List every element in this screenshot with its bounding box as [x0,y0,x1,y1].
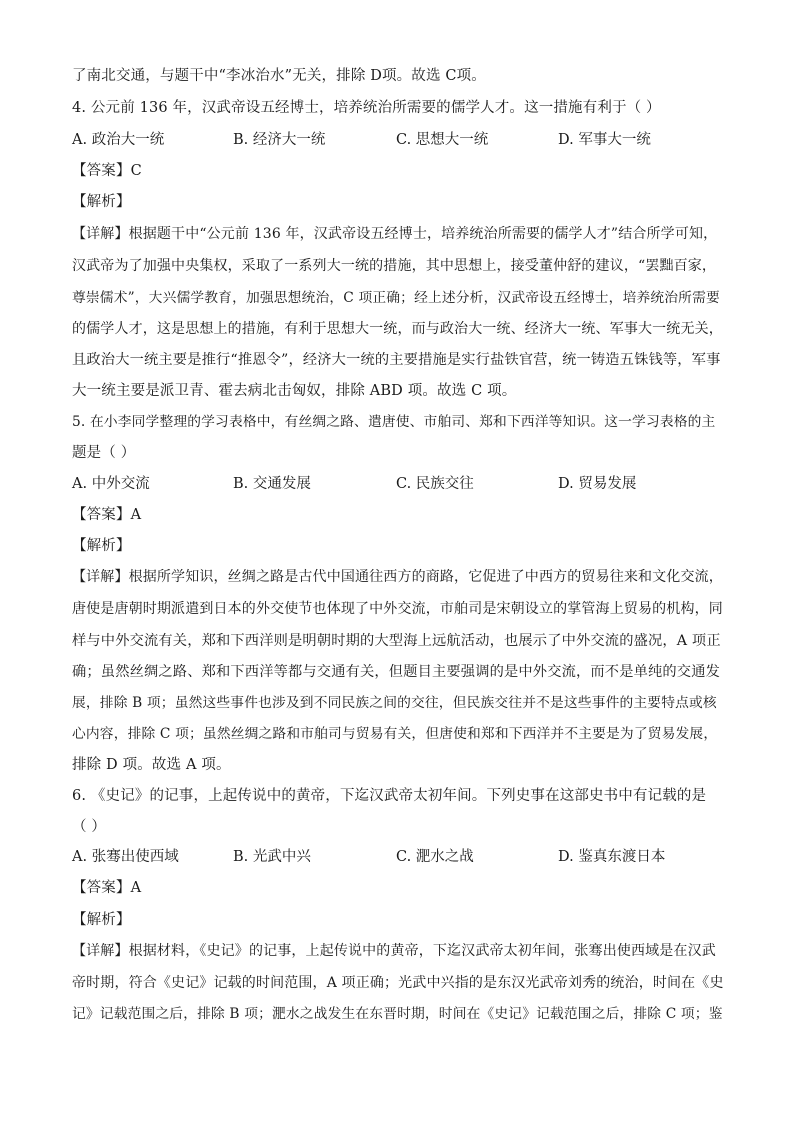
question-6-option-c: C. 淝水之战 [396,849,474,865]
question-6-stem: 6. 《史记》的记事，上起传说中的黄帝，下迄汉武帝太初年间。下列史事在这部史书中有记载的是 [72,788,707,804]
question-6-option-d: D. 鉴真东渡日本 [558,849,666,865]
question-5-detail-line: 【详解】根据所学知识，丝绸之路是古代中国通往西方的商路，它促进了中西方的贸易往来和文化交流， [72,569,723,585]
question-4-option-d: D. 军事大一统 [558,132,651,148]
question-4-detail-line: 的儒学人才，这是思想上的措施，有利于思想大一统，而与政治大一统、经济大一统、军事大一统无关， [72,321,723,337]
question-4-answer: 【答案】C [72,163,142,179]
question-5-option-d: D. 贸易发展 [558,476,637,492]
question-4-stem: 4. 公元前 136 年，汉武帝设五经博士，培养统治所需要的儒学人才。这一措施有利于（ ） [72,100,661,116]
question-4-detail-line: 且政治大一统主要是推行“推恩令”，经济大一统的主要措施是实行盐铁官营，统一铸造五铢钱等，军事 [72,352,721,368]
question-6-stem-cont: （ ） [72,819,107,835]
question-5-detail-line: 展，排除 B 项；虽然这些事件也涉及到不同民族之间的交往，但民族交往并不是这些事件的主要特点或核 [72,695,717,711]
question-6-option-b: B. 光武中兴 [233,849,311,865]
question-4-option-c: C. 思想大一统 [396,132,489,148]
question-5-detail-line: 样与中外交流有关，郑和下西洋则是明朝时期的大型海上远航活动，也展示了中外交流的盛况，A 项正 [72,633,721,649]
question-5-stem: 5. 在小李同学整理的学习表格中，有丝绸之路、遣唐使、市舶司、郑和下西洋等知识。这一学习表格的主 [72,414,716,430]
question-4-detail-line: 【详解】根据题干中“公元前 136 年，汉武帝设五经博士，培养统治所需要的儒学人才”结合所学可知， [72,226,718,242]
question-4-detail-line: 尊崇儒术”，大兴儒学教育，加强思想统治，C 项正确；经上述分析，汉武帝设五经博士，培养统治所需要 [72,290,720,306]
prev-answer-tail: 了南北交通，与题干中“李冰治水”无关，排除 D项。故选 C项。 [72,68,486,84]
question-4-option-b: B. 经济大一统 [233,132,326,148]
question-6-answer: 【答案】A [72,880,142,896]
question-5-detail-line: 排除 D 项。故选 A 项。 [72,757,231,773]
question-5-answer: 【答案】A [72,507,142,523]
question-6-detail-line: 记》记载范围之后，排除 B 项；淝水之战发生在东晋时期，时间在《史记》记载范围之后，排除 C 项；鉴 [72,1006,723,1022]
question-6-detail-line: 帝时期，符合《史记》记载的时间范围，A 项正确；光武中兴指的是东汉光武帝刘秀的统治，时间在《史 [72,975,724,991]
question-5-option-b: B. 交通发展 [233,476,311,492]
question-5-option-c: C. 民族交往 [396,476,474,492]
question-6-detail-line: 【详解】根据材料，《史记》的记事，上起传说中的黄帝，下迄汉武帝太初年间，张骞出使西域是在汉武 [72,943,716,959]
question-5-stem-cont: 题是（ ） [72,445,136,461]
question-6-analysis-heading: 【解析】 [72,912,131,928]
question-5-detail-line: 唐使是唐朝时期派遣到日本的外交使节也体现了中外交流，市舶司是宋朝设立的掌管海上贸易的机构，同 [72,601,723,617]
question-5-analysis-heading: 【解析】 [72,538,131,554]
question-4-detail-line: 大一统主要是派卫青、霍去病北击匈奴，排除 ABD 项。故选 C 项。 [72,383,517,399]
question-5-detail-line: 心内容，排除 C 项；虽然丝绸之路和市舶司与贸易有关，但唐使和郑和下西洋并不主要是为了贸易发展， [72,726,718,742]
question-4-analysis-heading: 【解析】 [72,194,131,210]
question-5-detail-line: 确；虽然丝绸之路、郑和下西洋等都与交通有关，但题目主要强调的是中外交流，而不是单纯的交通发 [72,664,721,680]
question-4-detail-line: 汉武帝为了加强中央集权，采取了一系列大一统的措施，其中思想上，接受董仲舒的建议，“罢黜百家， [72,258,717,274]
question-5-option-a: A. 中外交流 [72,476,150,492]
question-4-option-a: A. 政治大一统 [72,132,165,148]
question-6-option-a: A. 张骞出使西域 [72,849,179,865]
